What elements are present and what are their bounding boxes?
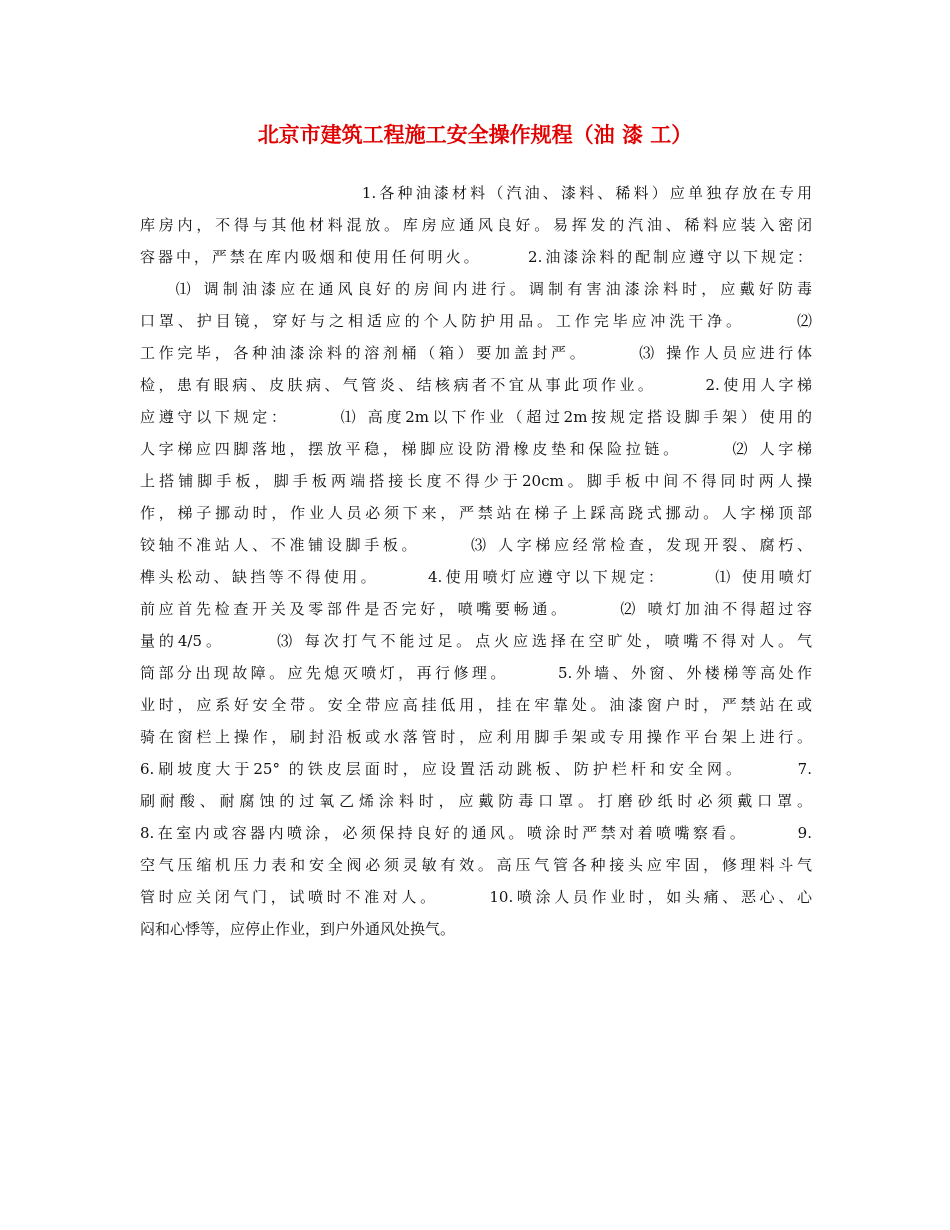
body-line: 口罩、护目镜，穿好与之相适应的个人防护用品。工作完毕应冲洗干净。 ⑵: [140, 312, 812, 330]
body-line: 刷耐酸、耐腐蚀的过氧乙烯涂料时，应戴防毒口罩。打磨砂纸时必须戴口罩。: [140, 792, 812, 810]
body-line: 前应首先检查开关及零部件是否完好，喷嘴要畅通。 ⑵ 喷灯加油不得超过容: [140, 600, 812, 618]
body-line: 骑在窗栏上操作，刷封沿板或水落管时，应利用脚手架或专用操作平台架上进行。: [140, 728, 812, 746]
body-line: 铰轴不准站人、不准铺设脚手板。 ⑶ 人字梯应经常检查，发现开裂、腐朽、: [140, 536, 812, 554]
document-body: [140, 177, 812, 945]
body-line: 上搭铺脚手板，脚手板两端搭接长度不得少于20cm。脚手板中间不得同时两人操: [140, 472, 812, 490]
body-line: ⑴ 调制油漆应在通风良好的房间内进行。调制有害油漆涂料时，应戴好防毒: [140, 280, 812, 298]
body-line: 检，患有眼病、皮肤病、气管炎、结核病者不宜从事此项作业。 2.使用人字梯: [140, 376, 812, 394]
body-line: 应遵守以下规定： ⑴ 高度2m以下作业（超过2m按规定搭设脚手架）使用的: [140, 408, 812, 426]
body-line: 1.各种油漆材料（汽油、漆料、稀料）应单独存放在专用: [140, 184, 812, 202]
body-line: 8.在室内或容器内喷涂，必须保持良好的通风。喷涂时严禁对着喷嘴察看。 9.: [140, 824, 812, 842]
body-line: 容器中，严禁在库内吸烟和使用任何明火。 2.油漆涂料的配制应遵守以下规定：: [140, 248, 812, 266]
body-line: 人字梯应四脚落地，摆放平稳，梯脚应设防滑橡皮垫和保险拉链。 ⑵ 人字梯: [140, 440, 812, 458]
body-line: 闷和心悸等，应停止作业，到户外通风处换气。: [140, 920, 456, 938]
body-line: 空气压缩机压力表和安全阀必须灵敏有效。高压气管各种接头应牢固，修理料斗气: [140, 856, 812, 874]
body-line: 业时，应系好安全带。安全带应高挂低用，挂在牢靠处。油漆窗户时，严禁站在或: [140, 696, 812, 714]
document-title: 北京市建筑工程施工安全操作规程（油 漆 工）: [257, 122, 693, 147]
body-line: 量的4/5。 ⑶ 每次打气不能过足。点火应选择在空旷处，喷嘴不得对人。气: [140, 632, 812, 650]
body-line: 库房内，不得与其他材料混放。库房应通风良好。易挥发的汽油、稀料应装入密闭: [140, 216, 812, 234]
body-line: 6.刷坡度大于25° 的铁皮层面时，应设置活动跳板、防护栏杆和安全网。 7.: [140, 760, 812, 778]
body-line: 筒部分出现故障。应先熄灭喷灯，再行修理。 5.外墙、外窗、外楼梯等高处作: [140, 664, 812, 682]
body-line: 管时应关闭气门，试喷时不准对人。 10.喷涂人员作业时，如头痛、恶心、心: [140, 888, 812, 906]
body-line: 榫头松动、缺挡等不得使用。 4.使用喷灯应遵守以下规定： ⑴ 使用喷灯: [140, 568, 812, 586]
body-line: 工作完毕，各种油漆涂料的溶剂桶（箱）要加盖封严。 ⑶ 操作人员应进行体: [140, 344, 812, 362]
body-line: 作，梯子挪动时，作业人员必须下来，严禁站在梯子上踩高跷式挪动。人字梯顶部: [140, 504, 812, 522]
